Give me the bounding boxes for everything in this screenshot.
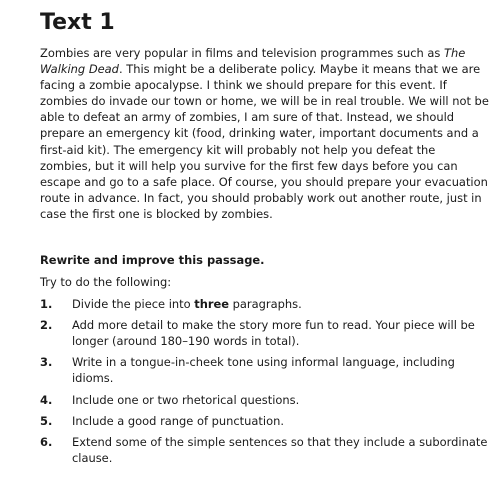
task-emphasis: three [194,297,230,312]
task-item [40,296,490,312]
task-text: Write in a tongue-in-cheek tone using informal language, including idioms. [72,355,455,386]
task-number: 1. [40,297,53,312]
task-item [40,354,490,386]
instructions-heading: Rewrite and improve this passage. [40,253,265,268]
page-title: Text 1 [40,10,115,35]
task-number: 3. [40,355,53,370]
task-text-part: paragraphs. [229,297,302,312]
task-item [40,392,490,408]
task-number: 2. [40,318,53,333]
task-number: 6. [40,434,53,449]
task-item [40,413,490,429]
task-item [40,317,490,349]
task-number: 4. [40,392,53,407]
task-text [72,296,490,312]
task-text: Add more detail to make the story more fun to read. Your piece will be longer (around 180–190 words in total). [72,318,475,349]
task-number: 5. [40,413,53,428]
task-text: Include one or two rhetorical questions. [72,392,300,407]
task-text: Include a good range of punctuation. [72,413,284,428]
task-text-part: Divide the piece into [72,297,195,312]
source-passage [40,45,490,222]
show-title: The Walking Dead [40,46,466,77]
passage-intro: Zombies are very popular in films and television programmes such as [40,46,444,60]
instructions-intro: Try to do the following: [40,275,172,290]
passage-body: . This might be a deliberate policy. Maybe it means that we are facing a zombie apocalypse. I think we should prepare for this event. If zombies do invade our town or home, we will be in real trouble. We will not be able to defeat an army of zombies, I am sure of that. Instead, we should prepare an emergency kit (food, drinking water, important documents and a first-aid kit). The emergency kit will probably not help you defeat the zombies, but it will help you survive for the first few days before you can escape and go to a safe place. Of course, you should prepare your evacuation route in advance. In fact, you should probably work out another route, just in case the first one is blocked by zombies. [40,62,489,221]
task-text: Extend some of the simple sentences so that they include a subordinate clause. [72,434,488,465]
task-item [40,434,490,466]
task-list [40,296,490,466]
worksheet-page [40,10,490,471]
